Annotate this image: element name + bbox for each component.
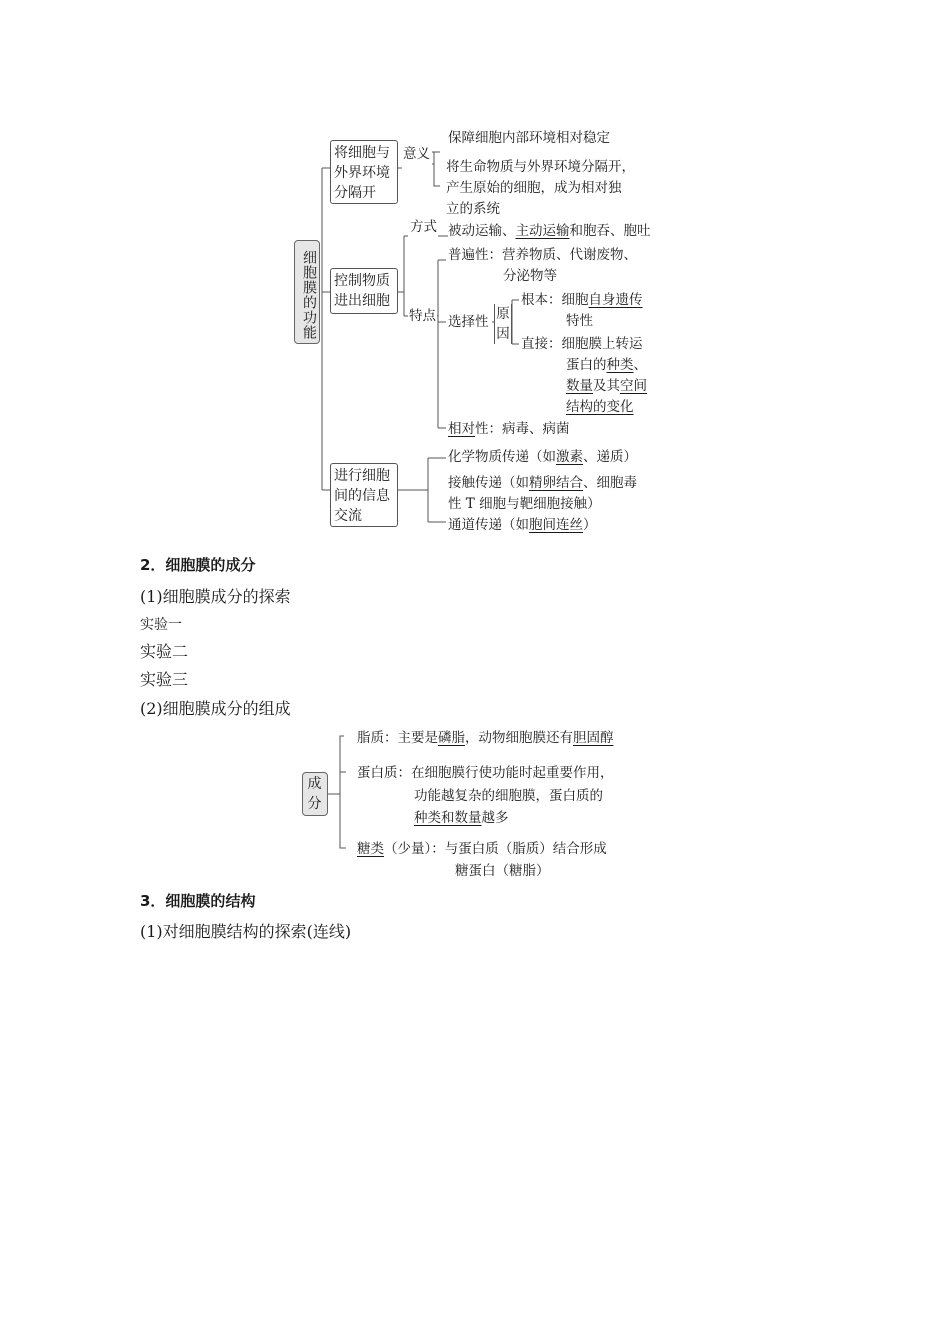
comm-item-contact-pre: 接触传递（如 [448, 475, 529, 491]
branch-communication-line: 交流 [334, 508, 362, 524]
lipid-line [357, 728, 614, 748]
direct-line2-pre: 蛋白的 [566, 357, 607, 373]
branch-separate-box [330, 140, 398, 204]
lipid-phospholipid: 磷脂 [438, 730, 465, 746]
relative-line [448, 419, 570, 439]
mode-text-active: 主动运输 [515, 223, 570, 239]
section3-heading: 3．细胞膜的结构 [140, 892, 256, 910]
comm-item-contact-post: 、细胞毒 [583, 475, 637, 491]
root-reason-heredity: 自身遗传 [588, 292, 643, 308]
composition-root-char: 成 [307, 776, 323, 792]
protein-line2: 功能越复杂的细胞膜，蛋白质的 [414, 788, 603, 804]
branch-communication-box [330, 463, 398, 527]
direct-line2 [566, 355, 647, 375]
composition-root-char: 分 [307, 796, 323, 812]
sugar-line1 [357, 839, 607, 859]
protein-line1: 蛋白质：在细胞膜行使功能时起重要作用， [357, 765, 614, 781]
experiment-three: 实验三 [140, 670, 189, 689]
section3-sub1: (1)对细胞膜结构的探索(连线) [140, 922, 352, 941]
comm-item-chemical-pre: 化学物质传递（如 [448, 449, 556, 465]
comm-item-chemical-post: 、递质） [583, 449, 637, 465]
reason-char: 原 [496, 306, 510, 322]
section2-sub1: (1)细胞膜成分的探索 [140, 587, 291, 606]
branch-control-line: 控制物质 [334, 273, 390, 289]
mode-text-pre: 被动运输、 [448, 223, 516, 239]
sugar-line1-post: （少量）：与蛋白质（脂质）结合形成 [384, 841, 607, 857]
root-reason-pre: 根本：细胞 [521, 292, 589, 308]
direct-line3-mid: 及其 [593, 378, 620, 394]
direct-line4-structure: 结构的变化 [566, 399, 634, 415]
composition-root-box [302, 772, 328, 816]
selective-label: 选择性 [448, 314, 489, 330]
reason-box [494, 304, 512, 344]
direct-line3-amount: 数量 [566, 378, 593, 394]
comm-item-channel-pre: 通道传递（如 [448, 517, 529, 533]
branch-separate-line: 分隔开 [334, 185, 376, 201]
section2-sub2: (2)细胞膜成分的组成 [140, 699, 291, 718]
branch-control-line: 进出细胞 [334, 293, 390, 309]
sugar-line2: 糖蛋白（糖脂） [455, 863, 550, 879]
comm-item-chemical-hormone: 激素 [556, 449, 583, 465]
direct-line3 [566, 376, 647, 396]
branch-control-box [330, 268, 398, 314]
protein-line3-post: 越多 [481, 810, 509, 826]
comm-item-channel [448, 515, 597, 535]
comm-item-channel-post: ） [583, 517, 597, 533]
branch-communication-line: 间的信息 [334, 488, 390, 504]
function-root-label: 细胞膜的功能 [301, 250, 317, 340]
feature-label: 特点 [409, 308, 436, 324]
mode-text [448, 221, 651, 241]
comm-item-chemical [448, 447, 637, 467]
lipid-mid: ，动物细胞膜还有 [465, 730, 573, 746]
meaning-item-system: 立的系统 [446, 201, 500, 217]
relative-word: 相对 [448, 421, 475, 437]
meaning-item-stable: 保障细胞内部环境相对稳定 [448, 130, 610, 146]
universal-line1: 普遍性：营养物质、代谢废物、 [448, 247, 637, 263]
mode-label: 方式 [410, 219, 437, 235]
meaning-label: 意义 [403, 146, 430, 162]
branch-separate-line: 外界环境 [334, 165, 390, 181]
meaning-item-origin: 产生原始的细胞，成为相对独 [446, 180, 622, 196]
comm-item-contact-fertilization: 精卵结合 [529, 475, 583, 491]
direct-line2-post: 、 [633, 357, 647, 373]
relative-rest: 性：病毒、病菌 [475, 421, 570, 437]
sugar-word: 糖类 [357, 841, 384, 857]
comm-item-channel-plasmodesmata: 胞间连丝 [529, 517, 583, 533]
mode-text-post: 和胞吞、胞吐 [569, 223, 651, 239]
root-reason-line1 [521, 290, 643, 310]
root-reason-line2: 特性 [566, 313, 593, 329]
experiment-one: 实验一 [140, 617, 182, 633]
experiment-two: 实验二 [140, 642, 189, 661]
direct-line3-space: 空间 [620, 378, 647, 394]
section2-heading: 2．细胞膜的成分 [140, 556, 256, 574]
direct-line2-kind: 种类 [606, 357, 634, 373]
direct-line4 [566, 397, 634, 417]
universal-line2: 分泌物等 [503, 268, 557, 284]
branch-separate-line: 将细胞与 [334, 145, 390, 161]
lipid-cholesterol: 胆固醇 [573, 730, 614, 746]
function-root-box [294, 240, 320, 344]
branch-communication-line: 进行细胞 [334, 468, 390, 484]
reason-char: 因 [496, 326, 510, 342]
lipid-pre: 脂质：主要是 [357, 730, 438, 746]
protein-kind-amount: 种类和数量 [414, 810, 482, 826]
protein-line3 [414, 808, 509, 828]
comm-item-contact-line1 [448, 473, 637, 493]
direct-line1: 直接：细胞膜上转运 [521, 336, 643, 352]
meaning-item-separate: 将生命物质与外界环境分隔开， [446, 159, 635, 175]
comm-item-contact-line2: 性 T 细胞与靶细胞接触） [448, 496, 601, 512]
